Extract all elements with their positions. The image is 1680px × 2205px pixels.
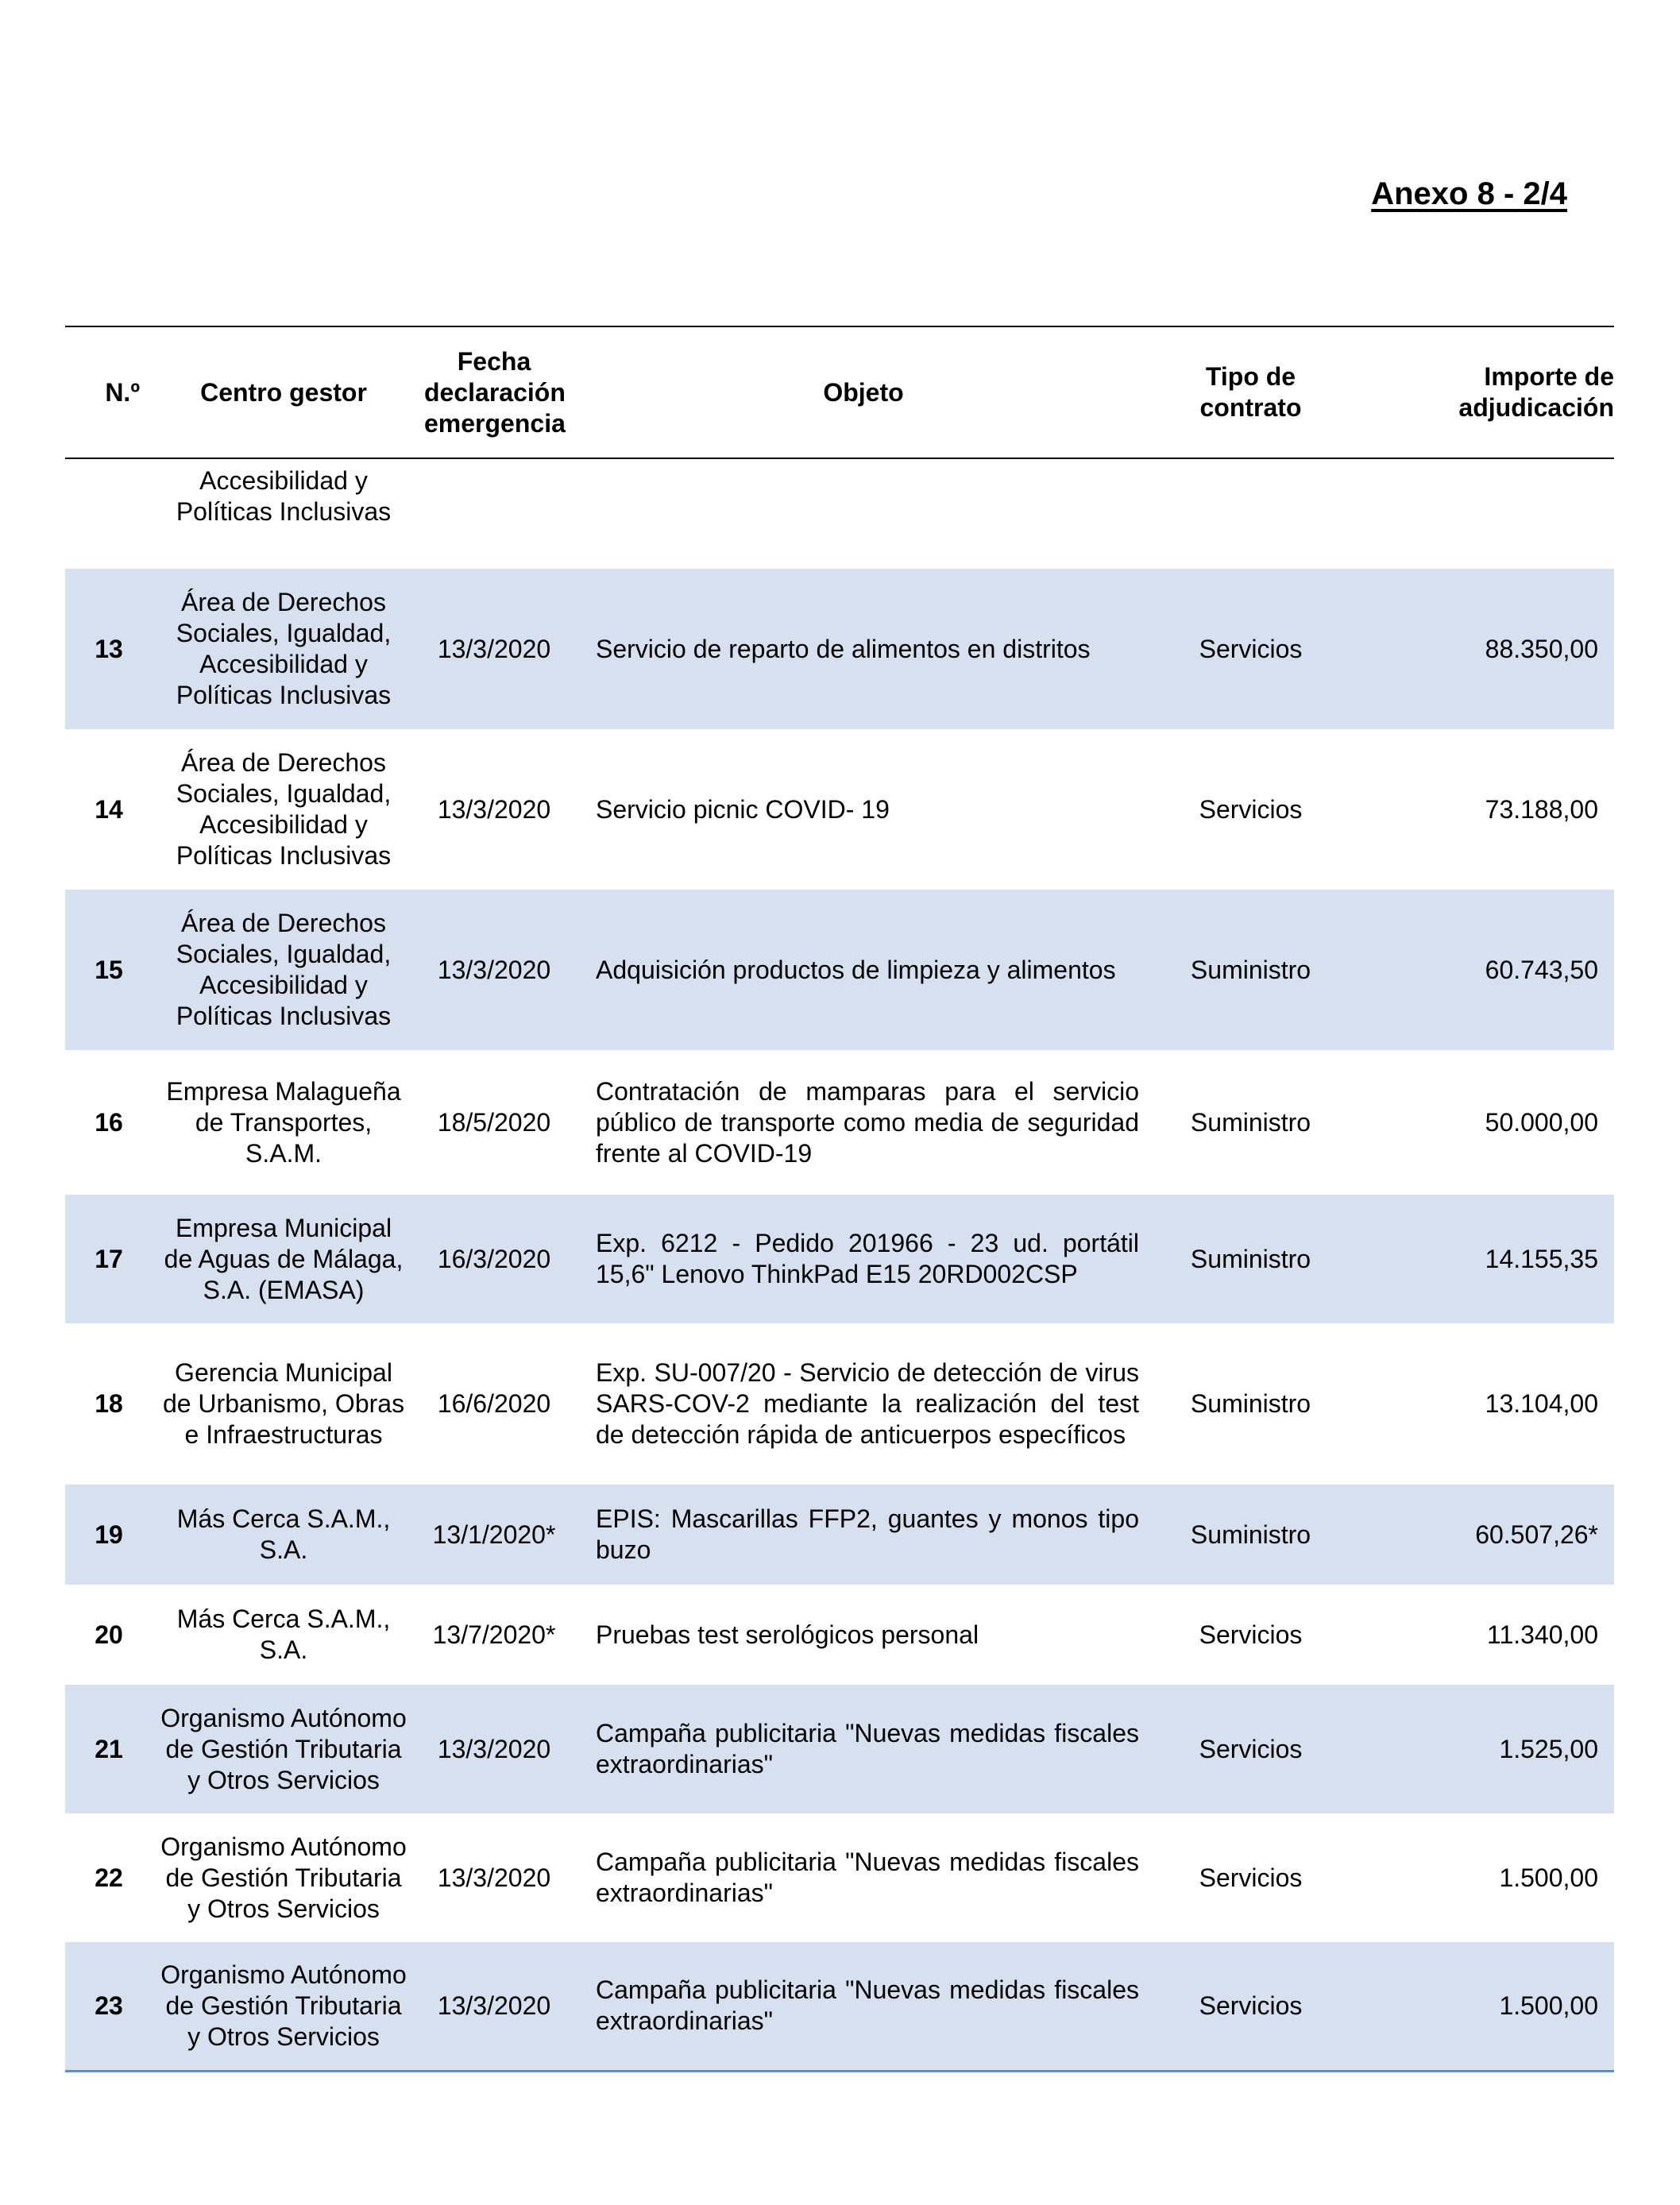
cell-importe: 14.155,35 [1348,1195,1614,1323]
cell-centro: Área de Derechos Sociales, Igualdad, Accesibilidad y Políticas Inclusivas [153,569,415,729]
cell-importe: 1.525,00 [1348,1685,1614,1813]
table-row [65,569,1614,729]
cell-centro: Organismo Autónomo de Gestión Tributaria y Otros Servicios [153,1942,415,2071]
cell-objeto: Pruebas test serológicos personal [596,1620,979,1649]
cell-importe: 11.340,00 [1487,1620,1598,1649]
cell-objeto: Exp. SU-007/20 - Servicio de detección de virus SARS-COV-2 mediante la realización del test de detección rápida de anticuerpos específicos [596,1358,1139,1449]
cell-objeto: Campaña publicitaria "Nuevas medidas fiscales extraordinarias" [574,1942,1153,2071]
table-row [65,1323,1614,1485]
header-objeto: Objeto [574,326,1153,458]
cell-num [65,458,153,569]
cell-centro: Gerencia Municipal de Urbanismo, Obras e Infraestructuras [162,1358,405,1449]
cell-num: 22 [95,1863,123,1892]
table-row [65,890,1614,1050]
cell-importe: 1.500,00 [1499,1863,1598,1892]
cell-tipo: Suministro [1190,1389,1311,1418]
cell-fecha: 13/3/2020 [437,794,551,824]
cell-fecha: 13/7/2020* [432,1620,556,1649]
cell-num: 15 [65,890,153,1050]
cell-centro: Organismo Autónomo de Gestión Tributaria y Otros Servicios [160,1832,407,1923]
continuation-row [65,458,1614,569]
cell-importe: 1.500,00 [1348,1942,1614,2071]
cell-objeto: Campaña publicitaria "Nuevas medidas fiscales extraordinarias" [574,1685,1153,1813]
cell-objeto: Servicio picnic COVID- 19 [596,794,890,824]
table-row [65,729,1614,890]
cell-centro: Empresa Malagueña de Transportes, S.A.M. [166,1076,401,1168]
cell-objeto: Campaña publicitaria "Nuevas medidas fiscales extraordinarias" [596,1848,1139,1907]
cell-tipo: Suministro [1153,890,1348,1050]
table-row [65,1050,1614,1195]
contracts-table [65,326,1614,2072]
cell-objeto: EPIS: Mascarillas FFP2, guantes y monos tipo buzo [574,1485,1153,1585]
header-centro-gestor: Centro gestor [153,326,415,458]
table-row [65,1685,1614,1813]
cell-centro: Más Cerca S.A.M., S.A. [153,1485,415,1585]
cell-objeto: Contratación de mamparas para el servicio público de transporte como media de seguridad frente al COVID-19 [596,1076,1139,1168]
cell-fecha: 13/1/2020* [415,1485,574,1585]
cell-importe: 73.188,00 [1485,794,1598,824]
cell-centro: Más Cerca S.A.M., S.A. [176,1605,391,1664]
cell-importe: 88.350,00 [1348,569,1614,729]
cell-fecha: 13/3/2020 [415,1942,574,2071]
cell-tipo: Servicios [1199,794,1303,824]
cell-tipo: Servicios [1153,1685,1348,1813]
cell-objeto: Servicio de reparto de alimentos en distritos [574,569,1153,729]
cell-num: 20 [95,1620,123,1649]
cell-fecha: 13/3/2020 [415,890,574,1050]
table-header-row [65,326,1614,458]
cell-tipo: Suministro [1153,1195,1348,1323]
cell-num: 13 [65,569,153,729]
cell-centro-continuation: Accesibilidad y Políticas Inclusivas [176,466,392,526]
annex-title: Anexo 8 - 2/4 [1371,176,1567,211]
header-num: N.º [65,326,153,458]
cell-objeto: Exp. 6212 - Pedido 201966 - 23 ud. portátil 15,6" Lenovo ThinkPad E15 20RD002CSP [574,1195,1153,1323]
table-row [65,1195,1614,1323]
table-row [65,1942,1614,2071]
cell-num: 17 [65,1195,153,1323]
cell-num: 16 [95,1107,123,1137]
cell-tipo: Suministro [1190,1107,1311,1137]
cell-centro: Empresa Municipal de Aguas de Málaga, S.A. (EMASA) [153,1195,415,1323]
cell-num: 23 [65,1942,153,2071]
cell-tipo: Servicios [1199,1863,1303,1892]
cell-num: 14 [95,794,123,824]
contracts-table-container [65,326,1614,2072]
cell-importe: 60.743,50 [1348,890,1614,1050]
cell-centro: Área de Derechos Sociales, Igualdad, Accesibilidad y Políticas Inclusivas [176,748,392,870]
cell-importe: 13.104,00 [1485,1389,1598,1418]
cell-tipo: Suministro [1153,1485,1348,1585]
cell-tipo: Servicios [1153,1942,1348,2071]
header-tipo-contrato: Tipo de contrato [1153,326,1348,458]
table-row [65,1813,1614,1942]
cell-num: 18 [95,1389,123,1418]
cell-fecha: 13/3/2020 [437,1863,551,1892]
cell-importe: 60.507,26* [1348,1485,1614,1585]
cell-num: 19 [65,1485,153,1585]
header-importe: Importe de adjudicación [1348,326,1614,458]
cell-objeto: Adquisición productos de limpieza y alimentos [574,890,1153,1050]
cell-centro: Organismo Autónomo de Gestión Tributaria y Otros Servicios [153,1685,415,1813]
table-row [65,1485,1614,1585]
cell-tipo: Servicios [1153,569,1348,729]
table-row [65,1585,1614,1685]
cell-centro: Área de Derechos Sociales, Igualdad, Accesibilidad y Políticas Inclusivas [153,890,415,1050]
header-fecha: Fecha declaración emergencia [415,326,574,458]
cell-tipo: Servicios [1199,1620,1303,1649]
cell-fecha: 13/3/2020 [415,569,574,729]
cell-fecha: 13/3/2020 [415,1685,574,1813]
cell-importe: 50.000,00 [1485,1107,1598,1137]
cell-num: 21 [65,1685,153,1813]
cell-fecha: 16/6/2020 [437,1389,551,1418]
cell-fecha: 18/5/2020 [437,1107,551,1137]
cell-fecha: 16/3/2020 [415,1195,574,1323]
